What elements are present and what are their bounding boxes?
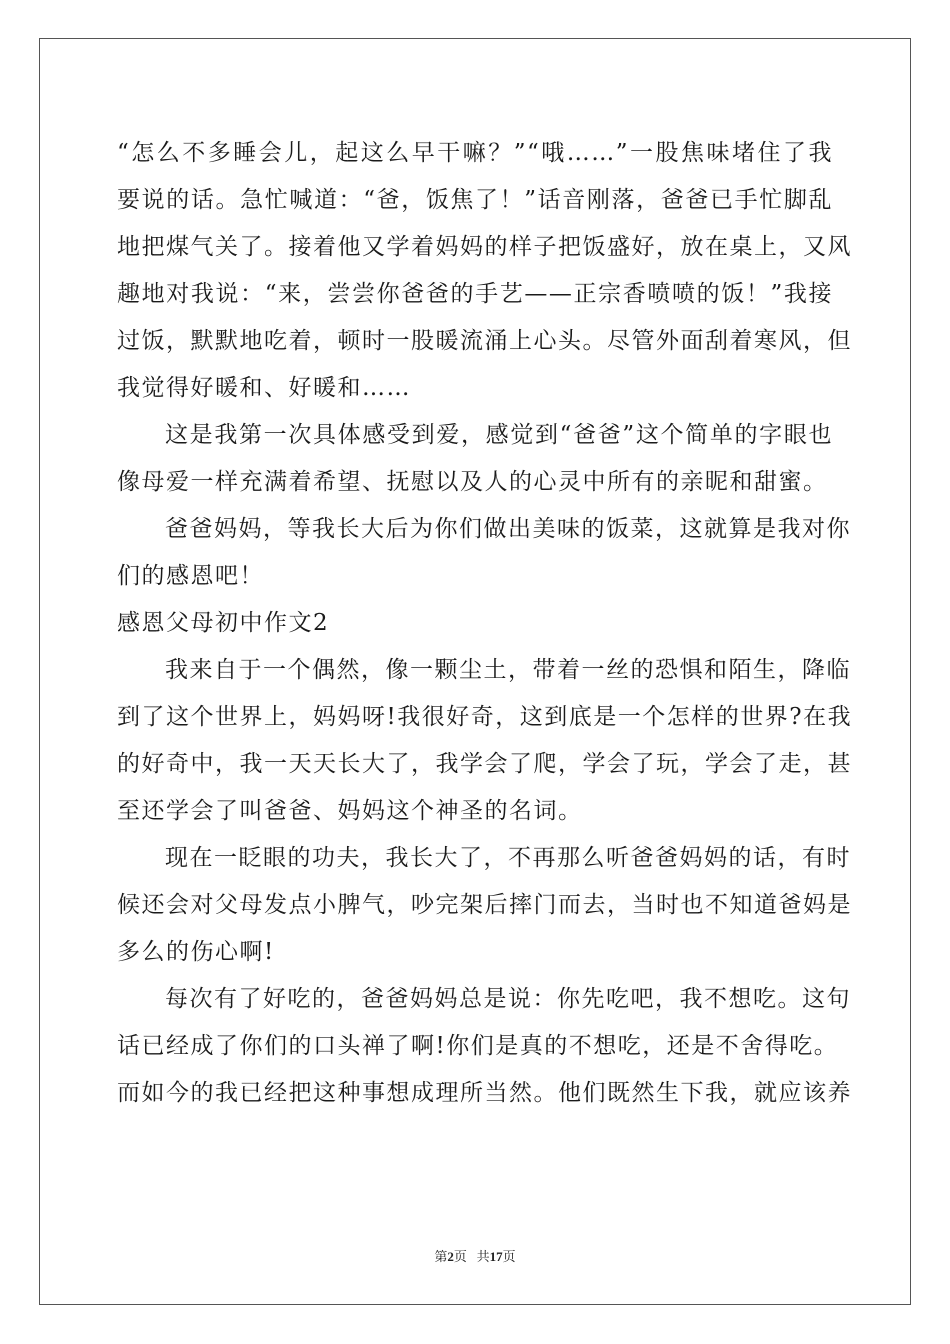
total-page-number: 17 [489, 1249, 503, 1264]
text-line: 多么的伤心啊! [117, 939, 275, 965]
text-line: 地把煤气关了。接着他又学着妈妈的样子把饭盛好，放在桌上，又风 [117, 234, 852, 260]
text-line: 像母爱一样充满着希望、抚慰以及人的心灵中所有的亲昵和甜蜜。 [117, 469, 828, 495]
text-line: 趣地对我说：“来，尝尝你爸爸的手艺——正宗香喷喷的饭！”我接 [117, 281, 833, 307]
page-footer [0, 1246, 950, 1265]
text-line: 而如今的我已经把这种事想成理所当然。他们既然生下我，就应该养 [117, 1080, 852, 1106]
text-line: 过饭，默默地吃着，顿时一股暖流涌上心头。尽管外面刮着寒风，但 [117, 328, 852, 354]
text-line: 爸爸妈妈，等我长大后为你们做出美味的饭菜，这就算是我对你 [165, 516, 851, 542]
text-line: 这是我第一次具体感受到爱，感觉到“爸爸”这个简单的字眼也 [165, 422, 833, 448]
text-line: 我来自于一个偶然，像一颗尘土，带着一丝的恐惧和陌生，降临 [165, 657, 851, 683]
document-body [117, 130, 853, 1117]
total-pages-label: 共17页 [476, 1249, 516, 1264]
text-line: 我觉得好暖和、好暖和…… [117, 375, 411, 401]
text-line: 们的感恩吧！ [117, 563, 264, 589]
page-number-label: 第2页 [434, 1249, 467, 1264]
text-line: 的好奇中，我一天天长大了，我学会了爬，学会了玩，学会了走，甚 [117, 751, 852, 777]
text-line: 话已经成了你们的口头禅了啊!你们是真的不想吃，还是不舍得吃。 [117, 1033, 839, 1059]
text-line: 至还学会了叫爸爸、妈妈这个神圣的名词。 [117, 798, 583, 824]
text-line: “怎么不多睡会儿，起这么早干嘛？”“哦……”一股焦味堵住了我 [117, 140, 833, 166]
section-heading: 感恩父母初中作文2 [117, 610, 330, 636]
text-line: 要说的话。急忙喊道：“爸，饭焦了！”话音刚落，爸爸已手忙脚乱 [117, 187, 833, 213]
text-line: 候还会对父母发点小脾气，吵完架后摔门而去，当时也不知道爸妈是 [117, 892, 852, 918]
text-line: 每次有了好吃的，爸爸妈妈总是说：你先吃吧，我不想吃。这句 [165, 986, 851, 1012]
text-line: 现在一眨眼的功夫，我长大了，不再那么听爸爸妈妈的话，有时 [165, 845, 851, 871]
current-page-number: 2 [447, 1249, 454, 1264]
text-line: 到了这个世界上，妈妈呀!我很好奇，这到底是一个怎样的世界?在我 [117, 704, 853, 730]
